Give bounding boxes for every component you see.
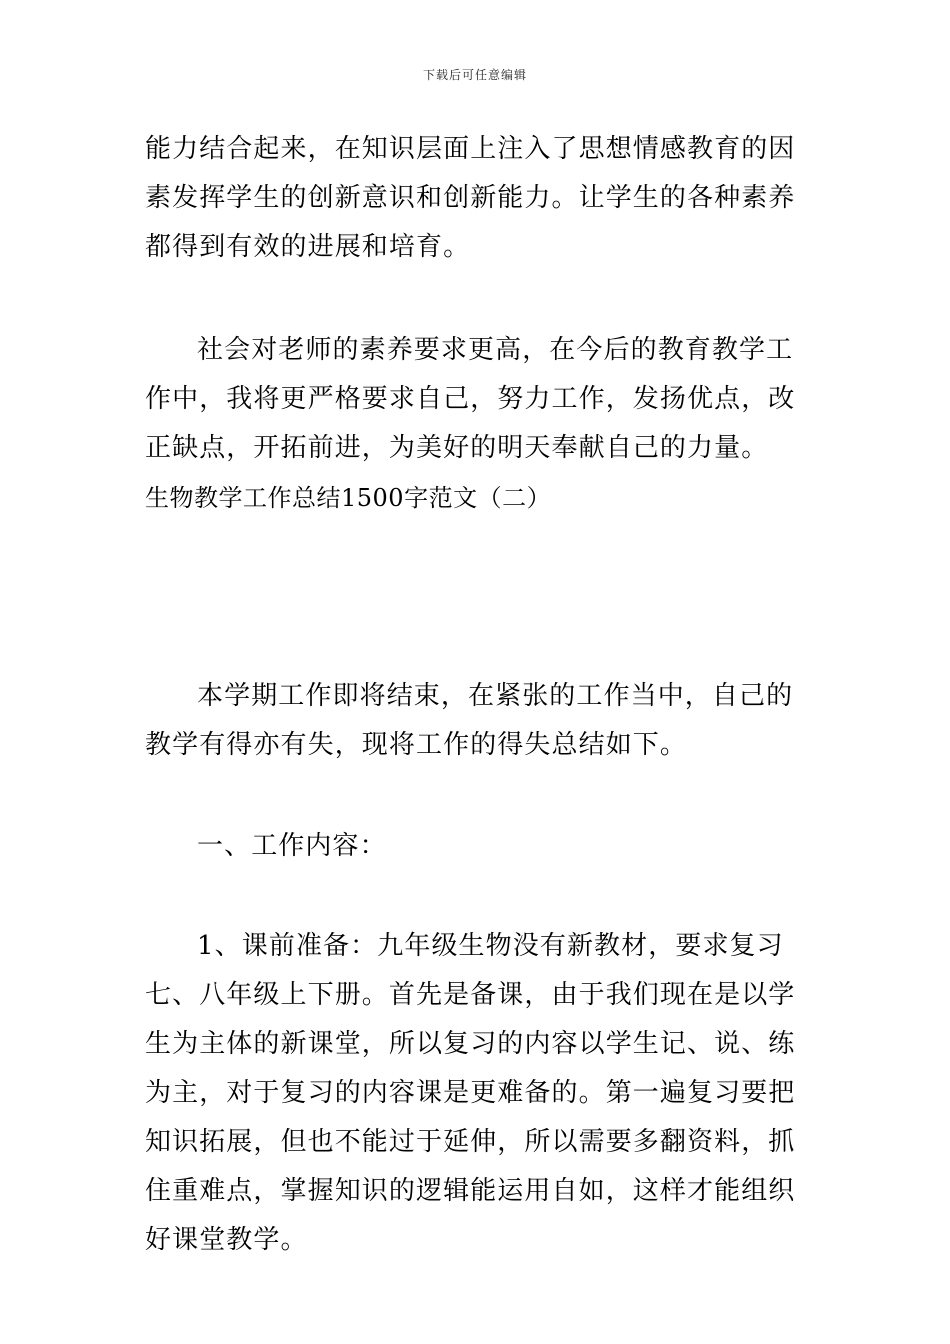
paragraph-continuation: 能力结合起来，在知识层面上注入了思想情感教育的因素发挥学生的创新意识和创新能力。让学生的各种素养都得到有效的进展和培育。 xyxy=(145,134,796,262)
page-header-note: 下载后可任意编辑 xyxy=(422,68,527,82)
paragraph-closing: 社会对老师的素养要求更高，在今后的教育教学工作中，我将更严格要求自己，努力工作，发扬优点，改正缺点，开拓前进，为美好的明天奉献自己的力量。 xyxy=(145,335,796,463)
section-heading-work-content: 一、工作内容： xyxy=(197,831,387,861)
section-title: 生物教学工作总结1500字范文（二） xyxy=(145,484,552,512)
paragraph-intro: 本学期工作即将结束，在紧张的工作当中，自己的教学有得亦有失，现将工作的得失总结如下。 xyxy=(145,681,794,760)
paragraph-lesson-preparation: 1、课前准备：九年级生物没有新教材，要求复习七、八年级上下册。首先是备课，由于我们现在是以学生为主体的新课堂，所以复习的内容以学生记、说、练为主，对于复习的内容课是更难备的。第一遍复习要把知识拓展，但也不能过于延伸，所以需要多翻资料，抓住重难点，掌握知识的逻辑能运用自如，这样才能组织好课堂教学。 xyxy=(145,931,796,1255)
